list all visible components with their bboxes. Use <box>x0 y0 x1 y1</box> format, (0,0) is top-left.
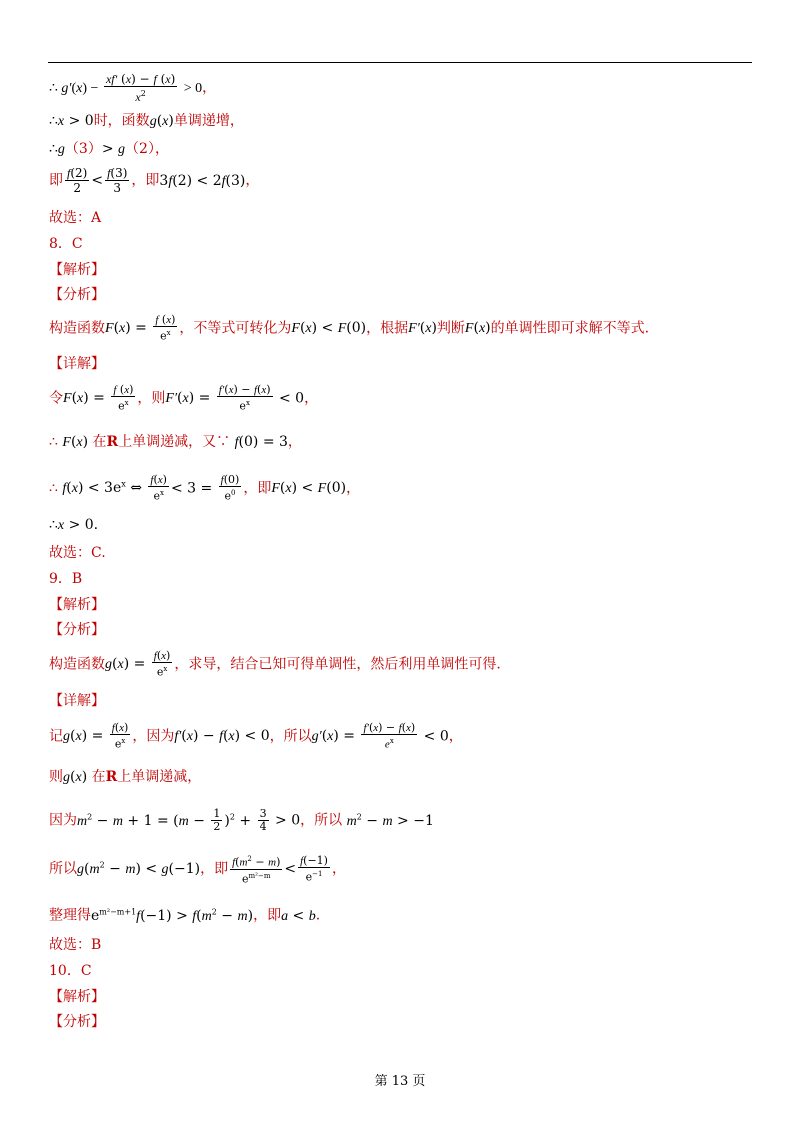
detail-decreasing: 则g(x) 在R上单调递减， <box>49 769 202 785</box>
detail-result: 整理得$e^{m^2-m+1}f(-1) > f(m^2 - m)$，即a < b. <box>49 907 321 924</box>
detail-conclusion: ∴x > 0. <box>49 517 99 533</box>
detail-compare: 所以$g(m^2 - m) < g(-1)$，即 $\frac{f(m^2 - m)}{e^{m^2-m}}$ < $\frac{f(-1)}{e^{-1}}$ ， <box>49 853 346 886</box>
header-rule <box>48 62 752 63</box>
section-fenxi: 【分析】 <box>49 287 105 303</box>
analysis-text: 构造函数g(x) = $\frac{f(x)}{e^x}$ ，求导，结合已知可得单调性，然后利用单调性可得. <box>49 649 501 679</box>
detail-positive: 因为$m^2 - m + 1 = (m$ − $\frac{1}{2}$ )$^2$ + $\frac{3}{4}$ > 0，所以 $m^2 - m > -1$ <box>49 807 434 834</box>
section-fenxi: 【分析】 <box>49 1014 105 1030</box>
line-gprime-positive: ∴ g′(x) − $\frac{xf' (x) - f (x)}{x^2}$ > 0， <box>49 72 217 104</box>
detail-define-g: 记g(x) = $\frac{f(x)}{e^x}$ ，因为f′(x) − f(x) < 0，所以g′(x) = $\frac{f'(x) - f(x)}{e^x}$ < 0， <box>49 721 463 751</box>
section-jiexi: 【解析】 <box>49 989 105 1005</box>
answer-line: 故选：B <box>49 937 102 953</box>
analysis-text: 构造函数F(x) = $\frac{f (x)}{e^x}$ ，不等式可转化为F(x) < F(0)，根据F′(x)判断F(x)的单调性即可求解不等式. <box>49 313 650 343</box>
page-number: 第 13 页 <box>374 1074 426 1089</box>
answer-line: 故选：A <box>49 210 102 226</box>
section-xiangjie: 【详解】 <box>49 693 105 709</box>
detail-decreasing: ∴ F(x) 在R上单调递减，又∵ f(0) = 3， <box>49 434 302 450</box>
detail-equivalence: ∴ $f(x) < 3e^x$ ⇔ $\frac{f(x)}{e^x}$ < 3 = $\frac{f(0)}{e^0}$ ，即F(x) < F(0)， <box>49 473 361 503</box>
line-monotone-increase: ∴x > 0时，函数g(x)单调递增， <box>49 113 244 129</box>
detail-derivative: 令F(x) = $\frac{f (x)}{e^x}$ ，则F′(x) = $\frac{f'(x) - f(x)}{e^x}$ < 0， <box>49 383 319 413</box>
section-xiangjie: 【详解】 <box>49 356 105 372</box>
answer-line: 故选：C. <box>49 545 106 561</box>
question-number: 10．C <box>49 963 92 979</box>
section-fenxi: 【分析】 <box>49 622 105 638</box>
section-jiexi: 【解析】 <box>49 262 105 278</box>
line-inequality-result: 即 $\frac{f(2)}{2}$ < $\frac{f(3)}{3}$ ，即3f(2) < 2f(3)， <box>49 166 260 195</box>
section-jiexi: 【解析】 <box>49 597 105 613</box>
line-g3-gt-g2: ∴g（3）> g（2）， <box>49 141 169 157</box>
question-number: 9．B <box>49 571 83 587</box>
question-number: 8．C <box>49 236 83 252</box>
